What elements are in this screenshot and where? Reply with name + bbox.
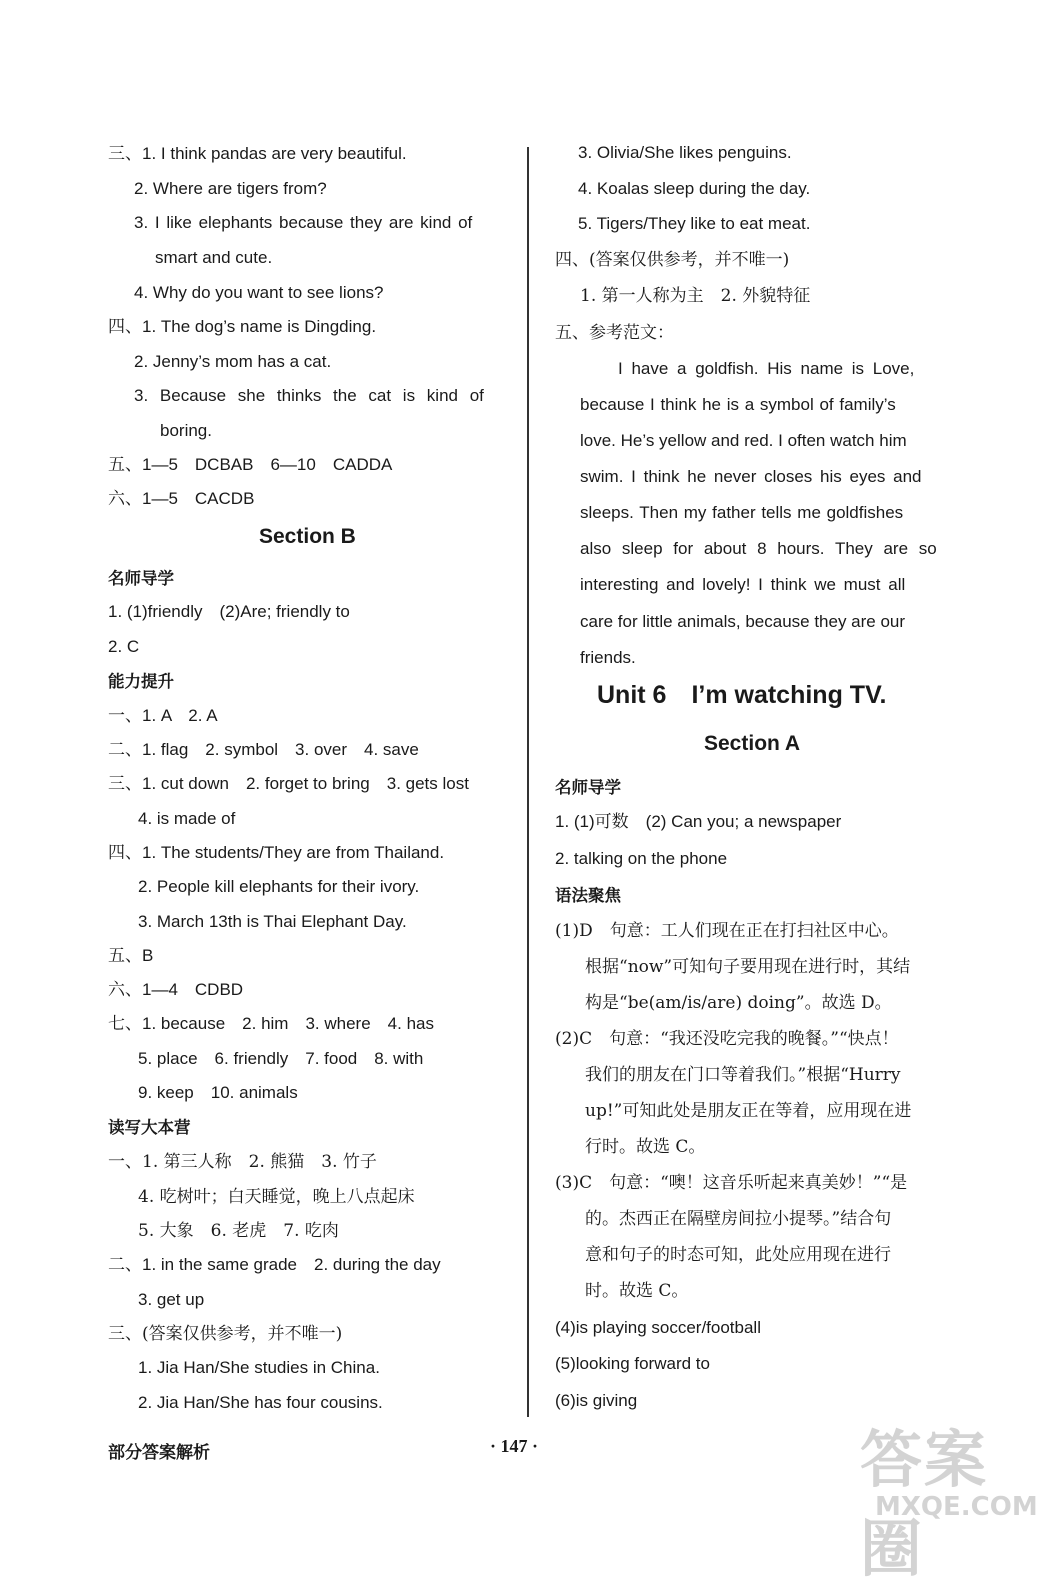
footer-title: 部分答案解析 [108,1443,210,1462]
subheading: 名师导学 [108,570,174,588]
explanation-line: (3)C 句意：“噢！这音乐听起来真美妙！”“是 [555,1173,908,1193]
essay-line: friends. [580,648,636,667]
answer-line: 9. keep 10. animals [138,1083,298,1102]
answer-line: 三、1. I think pandas are very beautiful. [108,144,407,163]
answer-line: 3. get up [138,1290,205,1309]
answer-line: 1. (1)可数 (2) Can you; a newspaper [555,812,842,831]
answer-line: 3. I like elephants because they are kind of [134,213,473,232]
explanation-line: (2)C 句意：“我还没吃完我的晚餐。”“快点！ [555,1029,899,1049]
explanation-line: 构是“be(am/is/are) doing”。故选 D。 [585,993,892,1013]
answer-line: (4)is playing soccer/football [555,1318,761,1337]
answer-line: 四、(答案仅供参考，并不唯一) [555,250,790,270]
page-number: · 147 · [490,1436,539,1456]
answer-line: 三、(答案仅供参考，并不唯一) [108,1324,343,1344]
answer-line: 二、1. flag 2. symbol 3. over 4. save [108,740,419,759]
explanation-line: 根据“now”可知句子要用现在进行时，其结 [585,957,911,977]
section-heading: Section A [704,732,801,755]
answer-line: (5)looking forward to [555,1354,710,1373]
answer-line: 4. is made of [138,809,236,828]
explanation-line: 行时。故选 C。 [585,1137,706,1157]
essay-line: also sleep for about 8 hours. They are so [580,539,937,558]
answer-line: 六、1—5 CACDB [108,489,255,508]
answer-line: 一、1. A 2. A [108,706,218,725]
answer-line: 4. Koalas sleep during the day. [578,179,811,198]
subheading: 语法聚焦 [555,887,621,905]
watermark-url: MXQE.COM [875,1492,1038,1522]
explanation-line: 意和句子的时态可知，此处应用现在进行 [585,1245,891,1265]
answer-line: 四、1. The dog’s name is Dingding. [108,317,377,336]
section-heading: Section B [259,525,356,548]
watermark-text: 答案圈 [860,1423,989,1585]
subheading: 名师导学 [555,779,621,797]
answer-line: 1. Jia Han/She studies in China. [138,1358,380,1377]
answer-line: 4. 吃树叶；白天睡觉，晚上八点起床 [138,1187,415,1207]
answer-line: 六、1—4 CDBD [108,980,244,999]
subheading: 读写大本营 [108,1119,191,1137]
answer-line: 五、B [108,946,154,965]
answer-line: 5. Tigers/They like to eat meat. [578,214,811,233]
explanation-line: 我们的朋友在门口等着我们。”根据“Hurry [585,1065,901,1085]
column-divider [527,147,529,1417]
answer-line: 七、1. because 2. him 3. where 4. has [108,1014,434,1033]
answer-line: 一、1. 第三人称 2. 熊猫 3. 竹子 [108,1152,377,1172]
answer-line: 3. Olivia/She likes penguins. [578,143,792,162]
explanation-line: 的。杰西正在隔壁房间拉小提琴。”结合句 [585,1209,892,1229]
answer-line: 4. Why do you want to see lions? [134,283,384,302]
answer-line: 2. C [108,637,140,656]
explanation-line: up!”可知此处是朋友正在等着，应用现在进 [585,1101,912,1121]
answer-line: 二、1. in the same grade 2. during the day [108,1255,441,1274]
answer-line: smart and cute. [155,248,273,267]
answer-line: 3. March 13th is Thai Elephant Day. [138,912,407,931]
answer-line: 2. Jenny’s mom has a cat. [134,352,332,371]
watermark-logo [800,1370,1038,1585]
subheading: 能力提升 [108,673,174,691]
essay-line: I have a goldfish. His name is Love, [618,359,915,378]
essay-line: swim. I think he never closes his eyes and [580,467,922,486]
answer-line: 2. Where are tigers from? [134,179,327,198]
answer-line: (6)is giving [555,1391,638,1410]
answer-line: 1. (1)friendly (2)Are; friendly to [108,602,350,621]
essay-line: sleeps. Then my father tells me goldfishes [580,503,904,522]
explanation-line: (1)D 句意：工人们现在正在打扫社区中心。 [555,921,899,941]
essay-line: love. He’s yellow and red. I often watch him [580,431,907,450]
answer-line: boring. [160,421,212,440]
answer-line: 3. Because she thinks the cat is kind of [134,386,484,405]
answer-line: 2. Jia Han/She has four cousins. [138,1393,383,1412]
answer-line: 5. 大象 6. 老虎 7. 吃肉 [138,1221,339,1241]
answer-line: 2. talking on the phone [555,849,728,868]
answer-line: 五、参考范文： [555,323,674,343]
answer-line: 五、1—5 DCBAB 6—10 CADDA [108,455,393,474]
essay-line: care for little animals, because they are our [580,612,906,631]
answer-line: 2. People kill elephants for their ivory. [138,877,420,896]
unit-heading: Unit 6 I’m watching TV. [597,681,887,709]
answer-line: 5. place 6. friendly 7. food 8. with [138,1049,424,1068]
essay-line: interesting and lovely! I think we must all [580,575,906,594]
answer-line: 三、1. cut down 2. forget to bring 3. gets lost [108,774,469,793]
answer-line: 1. 第一人称为主 2. 外貌特征 [580,286,811,306]
explanation-line: 时。故选 C。 [585,1281,689,1301]
answer-line: 四、1. The students/They are from Thailand. [108,843,445,862]
essay-line: because I think he is a symbol of family’s [580,395,896,414]
